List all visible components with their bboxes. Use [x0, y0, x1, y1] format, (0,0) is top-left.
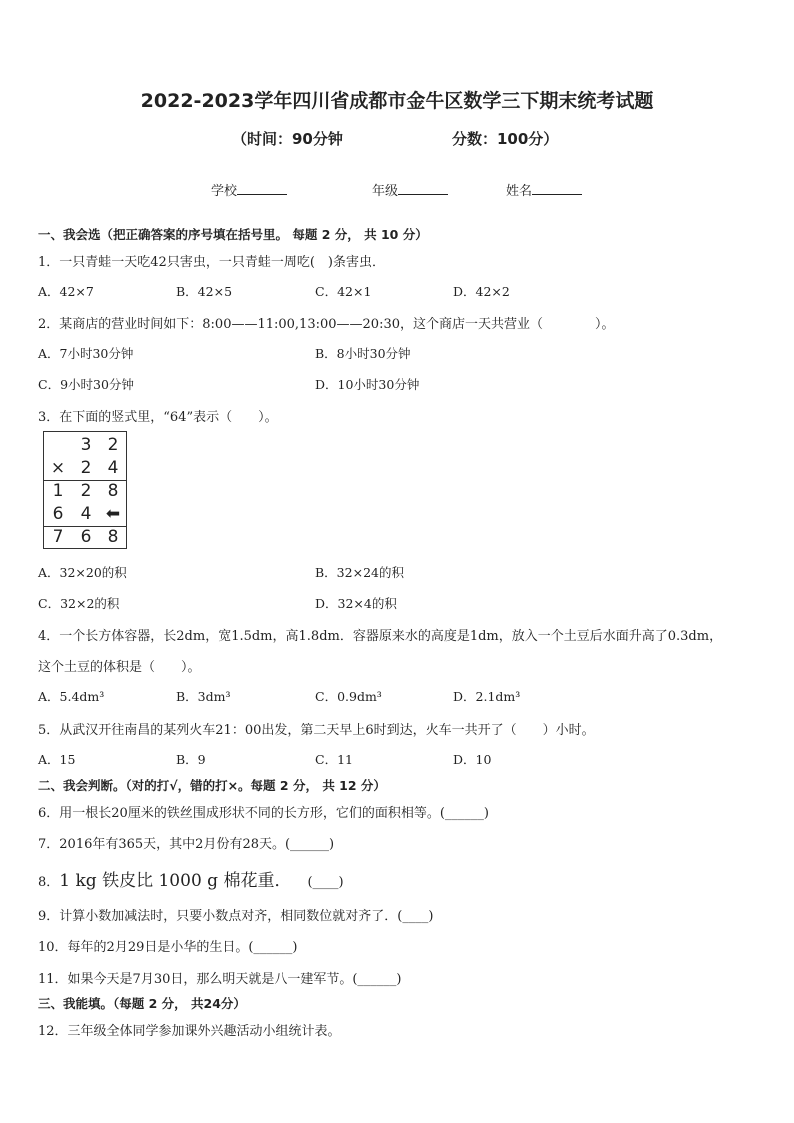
- grade-field: [372, 180, 448, 199]
- calc-cell: 4: [80, 504, 92, 524]
- page-title: 2022-2023学年四川省成都市金牛区数学三下期末统考试题: [140, 90, 654, 112]
- grade-blank: [398, 182, 448, 195]
- exam-time: （时间：90分钟: [232, 130, 343, 148]
- section-2-heading: 二、我会判断。（对的打√，错的打×。每题 2 分， 共 12 分）: [38, 778, 386, 793]
- calc-row-1: [44, 434, 126, 457]
- q4-option-b: B．3dm³: [176, 689, 231, 704]
- q4-option-d: D．2.1dm³: [453, 689, 521, 704]
- q2-option-a: A．7小时30分钟: [38, 346, 134, 361]
- calc-cell: 4: [107, 458, 119, 478]
- q4-option-a: A．5.4dm³: [38, 689, 105, 704]
- question-6: 6．用一根长20厘米的铁丝围成形状不同的长方形，它们的面积相等。(______): [38, 806, 489, 821]
- question-1: 1．一只青蛙一天吃42只害虫，一只青蛙一周吃( )条害虫．: [38, 255, 385, 270]
- q5-option-d: D．10: [453, 752, 492, 767]
- q3-option-d: D．32×4的积: [315, 596, 397, 611]
- multiply-sign: ×: [50, 458, 66, 478]
- question-9: 9．计算小数加减法时，只要小数点对齐，相同数位就对齐了．(____): [38, 909, 434, 924]
- exam-score: 分数：100分）: [452, 130, 559, 148]
- question-11: 11．如果今天是7月30日，那么明天就是八一建军节。(______): [38, 972, 402, 987]
- school-field: [211, 180, 287, 199]
- q8-number: 8．: [38, 875, 60, 890]
- section-3-heading: 三、我能填。（每题 2 分， 共24分）: [38, 996, 246, 1011]
- calc-cell: 1: [52, 481, 64, 501]
- school-blank: [237, 182, 287, 195]
- q3-option-c: C．32×2的积: [38, 596, 120, 611]
- question-12: 12．三年级全体同学参加课外兴趣活动小组统计表。: [38, 1024, 341, 1039]
- question-2: 2．某商店的营业时间如下：8:00——11:00,13:00——20:30，这个商店一天共营业（ ）。: [38, 317, 615, 332]
- question-8: [38, 866, 344, 891]
- q2-option-b: B．8小时30分钟: [315, 346, 411, 361]
- question-3: 3．在下面的竖式里，“64”表示（ ）。: [38, 410, 278, 425]
- calc-cell: 6: [52, 504, 64, 524]
- calc-cell: 2: [80, 458, 92, 478]
- q1-option-a: A．42×7: [38, 284, 94, 299]
- q5-option-c: C．11: [315, 752, 353, 767]
- question-7: 7．2016年有365天，其中2月份有28天。(______): [38, 837, 335, 852]
- calc-cell: 7: [52, 527, 64, 547]
- question-5: 5．从武汉开往南昌的某列火车21：00出发，第二天早上6时到达，火车一共开了（ ）小时。: [38, 723, 595, 738]
- q4-option-c: C．0.9dm³: [315, 689, 382, 704]
- question-4-line-1: 4．一个长方体容器，长2dm，宽1.5dm，高1.8dm．容器原来水的高度是1dm，放入一个土豆后水面升高了0.3dm，: [38, 629, 723, 644]
- calc-row-4: [44, 503, 126, 526]
- question-10: 10．每年的2月29日是小华的生日。(______): [38, 940, 298, 955]
- q3-option-a: A．32×20的积: [38, 565, 127, 580]
- q5-option-a: A．15: [38, 752, 76, 767]
- school-label: 学校: [211, 184, 238, 199]
- q1-option-c: C．42×1: [315, 284, 372, 299]
- name-field: [506, 180, 582, 199]
- vertical-multiplication: [43, 431, 127, 549]
- q8-blank: (____): [307, 875, 344, 890]
- calc-row-5: [44, 526, 126, 549]
- calc-row-2: [44, 457, 126, 480]
- grade-label: 年级: [372, 184, 399, 199]
- name-label: 姓名: [506, 184, 533, 199]
- calc-cell: 2: [107, 435, 119, 455]
- section-1-heading: 一、我会选（把正确答案的序号填在括号里。 每题 2 分， 共 10 分）: [38, 227, 428, 242]
- q3-option-b: B．32×24的积: [315, 565, 404, 580]
- question-4-line-2: 这个土豆的体积是（ ）。: [38, 660, 201, 675]
- calc-row-3: [44, 480, 126, 503]
- q8-statement: 1 kg 铁皮比 1000 g 棉花重．: [59, 871, 292, 891]
- name-blank: [532, 182, 582, 195]
- calc-cell: 3: [80, 435, 92, 455]
- left-arrow-icon: ⬅: [105, 504, 121, 524]
- calc-cell: 8: [107, 527, 119, 547]
- q1-option-b: B．42×5: [176, 284, 233, 299]
- calc-cell: 2: [80, 481, 92, 501]
- calc-cell: 6: [80, 527, 92, 547]
- q2-option-d: D．10小时30分钟: [315, 377, 420, 392]
- q2-option-c: C．9小时30分钟: [38, 377, 134, 392]
- q1-option-d: D．42×2: [453, 284, 510, 299]
- calc-cell: 8: [107, 481, 119, 501]
- q5-option-b: B．9: [176, 752, 206, 767]
